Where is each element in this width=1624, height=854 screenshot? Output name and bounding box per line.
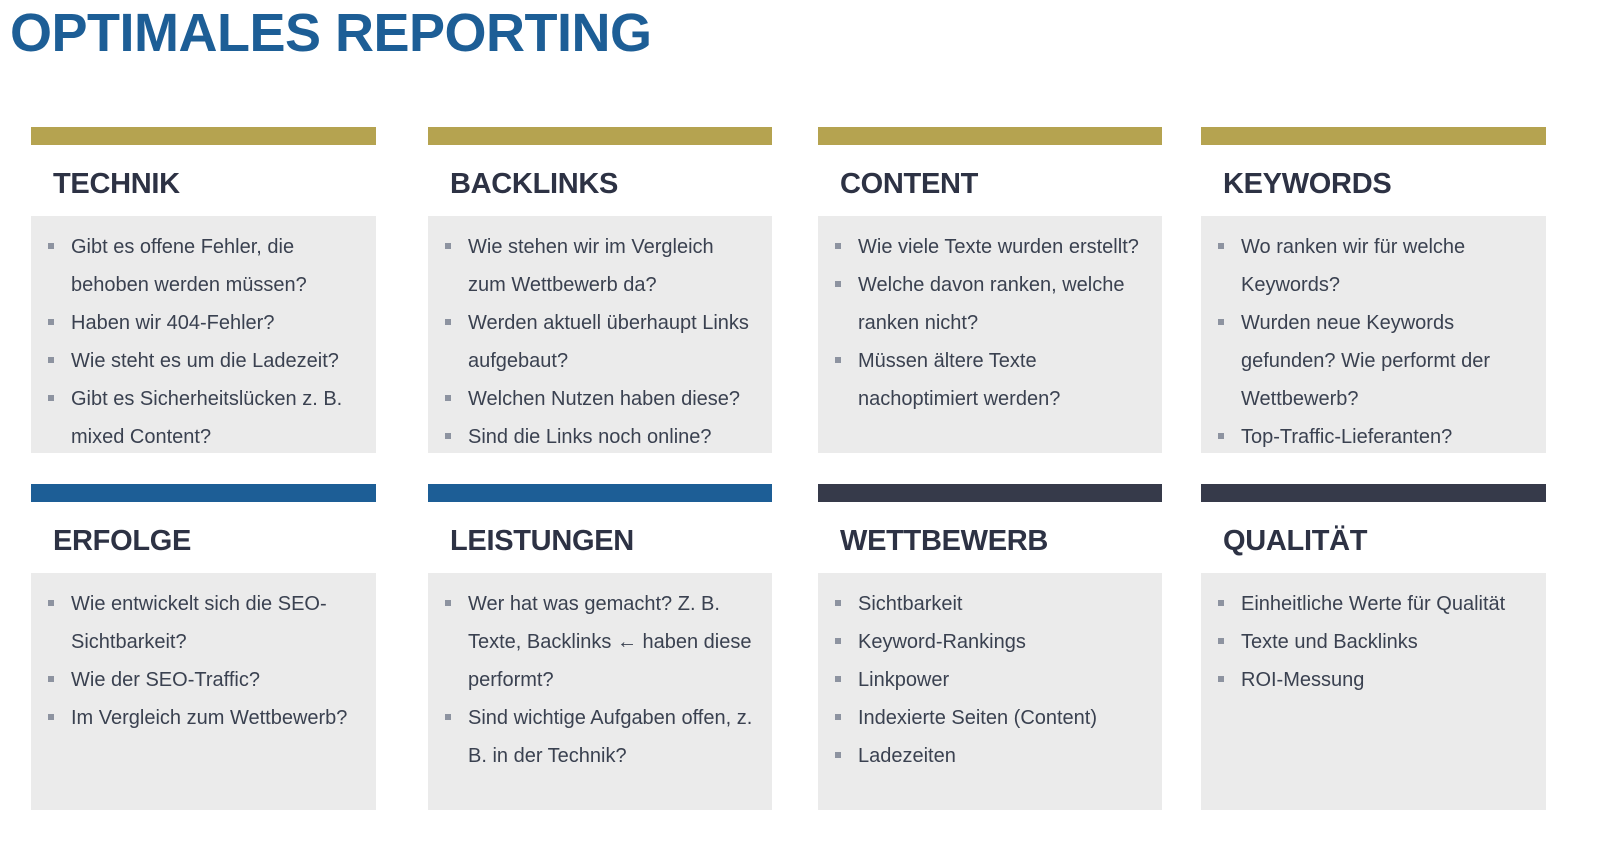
list-item (834, 266, 1146, 342)
list-item (834, 342, 1146, 418)
card-accent-bar (818, 484, 1162, 502)
list-item-text: Sind wichtige Aufgaben offen, z. B. in der Technik? (468, 707, 753, 767)
list-item-text: Wie der SEO-Traffic? (71, 669, 260, 691)
question-list (47, 585, 360, 737)
square-bullet-icon (835, 752, 841, 758)
square-bullet-icon (1218, 433, 1224, 439)
square-bullet-icon (445, 600, 451, 606)
list-item-text: Haben wir 404-Fehler? (71, 312, 275, 334)
list-item-text: Top-Traffic-Lieferanten? (1241, 426, 1453, 448)
list-item-text: Wer hat was gemacht? Z. B. Texte, Backlinks ← haben diese performt? (468, 593, 752, 691)
square-bullet-icon (445, 433, 451, 439)
square-bullet-icon (445, 395, 451, 401)
list-item-text: Keyword-Rankings (858, 631, 1026, 653)
question-list (834, 585, 1146, 775)
question-list (444, 585, 756, 775)
list-item (47, 342, 360, 380)
square-bullet-icon (48, 676, 54, 682)
card-backlinks (428, 127, 772, 453)
list-item (1217, 228, 1530, 304)
square-bullet-icon (1218, 638, 1224, 644)
card-title: CONTENT (840, 168, 979, 200)
list-item-text: Wie viele Texte wurden erstellt? (858, 236, 1139, 258)
card-body (31, 573, 376, 810)
page-title: OPTIMALES REPORTING (10, 3, 652, 63)
list-item (47, 585, 360, 661)
square-bullet-icon (835, 638, 841, 644)
list-item-text: Gibt es offene Fehler, die behoben werden müssen? (71, 236, 307, 296)
card-title: TECHNIK (53, 168, 180, 200)
card-keywords (1201, 127, 1546, 453)
card-title: BACKLINKS (450, 168, 619, 200)
square-bullet-icon (48, 600, 54, 606)
list-item (47, 699, 360, 737)
square-bullet-icon (835, 281, 841, 287)
card-title: ERFOLGE (53, 525, 192, 557)
card-accent-bar (1201, 127, 1546, 145)
list-item (834, 585, 1146, 623)
list-item (834, 623, 1146, 661)
list-item (444, 304, 756, 380)
list-item-text: Müssen ältere Texte nachoptimiert werden? (858, 350, 1061, 410)
list-item (834, 737, 1146, 775)
square-bullet-icon (1218, 600, 1224, 606)
list-item (834, 228, 1146, 266)
list-item-text: Ladezeiten (858, 745, 956, 767)
card-content (818, 127, 1162, 453)
list-item-text: Wo ranken wir für welche Keywords? (1241, 236, 1466, 296)
list-item-text: Wurden neue Keywords gefunden? Wie performt der Wettbewerb? (1241, 312, 1491, 410)
list-item (47, 380, 360, 456)
card-body (818, 573, 1162, 810)
card-accent-bar (1201, 484, 1546, 502)
list-item-text: Wie steht es um die Ladezeit? (71, 350, 339, 372)
card-body (1201, 573, 1546, 810)
square-bullet-icon (1218, 676, 1224, 682)
card-body (818, 216, 1162, 453)
card-technik (31, 127, 376, 453)
card-title: QUALITÄT (1223, 525, 1368, 557)
square-bullet-icon (1218, 243, 1224, 249)
list-item-text: Wie entwickelt sich die SEO-Sichtbarkeit? (71, 593, 327, 653)
square-bullet-icon (835, 600, 841, 606)
card-title: KEYWORDS (1223, 168, 1392, 200)
question-list (1217, 585, 1530, 699)
list-item (444, 699, 756, 775)
list-item-text: Gibt es Sicherheitslücken z. B. mixed Content? (71, 388, 343, 448)
square-bullet-icon (48, 714, 54, 720)
list-item (47, 228, 360, 304)
card-accent-bar (428, 484, 772, 502)
card-leistungen (428, 484, 772, 810)
card-title: WETTBEWERB (840, 525, 1049, 557)
list-item-text: Im Vergleich zum Wettbewerb? (71, 707, 348, 729)
list-item (444, 380, 756, 418)
card-qualität (1201, 484, 1546, 810)
card-accent-bar (31, 484, 376, 502)
list-item-text: Sind die Links noch online? (468, 426, 712, 448)
list-item-text: Wie stehen wir im Vergleich zum Wettbewerb da? (468, 236, 714, 296)
list-item (1217, 623, 1530, 661)
list-item (444, 228, 756, 304)
question-list (834, 228, 1146, 418)
list-item-text: Welche davon ranken, welche ranken nicht? (858, 274, 1125, 334)
card-accent-bar (818, 127, 1162, 145)
list-item-text: ROI-Messung (1241, 669, 1365, 691)
list-item-text: Werden aktuell überhaupt Links aufgebaut? (468, 312, 749, 372)
list-item (834, 699, 1146, 737)
square-bullet-icon (835, 243, 841, 249)
square-bullet-icon (835, 357, 841, 363)
card-body (428, 573, 772, 810)
question-list (444, 228, 756, 456)
square-bullet-icon (48, 395, 54, 401)
card-wettbewerb (818, 484, 1162, 810)
list-item (444, 418, 756, 456)
list-item (1217, 661, 1530, 699)
question-list (1217, 228, 1530, 456)
question-list (47, 228, 360, 456)
card-body (31, 216, 376, 453)
card-title: LEISTUNGEN (450, 525, 634, 557)
card-body (428, 216, 772, 453)
square-bullet-icon (1218, 319, 1224, 325)
square-bullet-icon (835, 714, 841, 720)
list-item-text: Linkpower (858, 669, 950, 691)
list-item-text: Einheitliche Werte für Qualität (1241, 593, 1506, 615)
card-accent-bar (428, 127, 772, 145)
card-accent-bar (31, 127, 376, 145)
square-bullet-icon (445, 319, 451, 325)
square-bullet-icon (445, 243, 451, 249)
list-item (47, 661, 360, 699)
square-bullet-icon (445, 714, 451, 720)
card-body (1201, 216, 1546, 453)
square-bullet-icon (48, 319, 54, 325)
list-item-text: Sichtbarkeit (858, 593, 963, 615)
list-item (1217, 304, 1530, 418)
card-erfolge (31, 484, 376, 810)
list-item-text: Texte und Backlinks (1241, 631, 1418, 653)
list-item (834, 661, 1146, 699)
list-item (1217, 418, 1530, 456)
list-item (1217, 585, 1530, 623)
list-item (444, 585, 756, 699)
list-item-text: Indexierte Seiten (Content) (858, 707, 1098, 729)
list-item (47, 304, 360, 342)
square-bullet-icon (835, 676, 841, 682)
square-bullet-icon (48, 357, 54, 363)
list-item-text: Welchen Nutzen haben diese? (468, 388, 741, 410)
square-bullet-icon (48, 243, 54, 249)
